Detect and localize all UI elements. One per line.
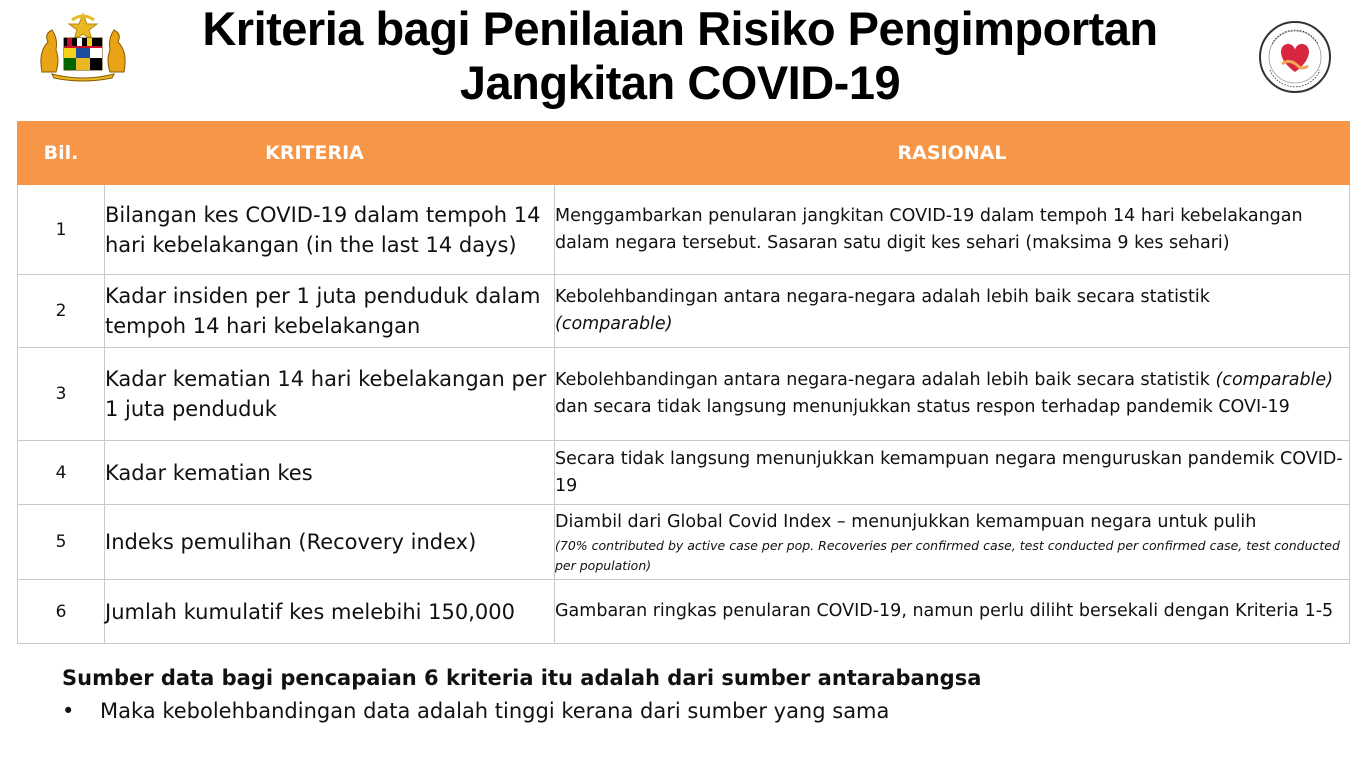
page-title [120, 2, 1240, 110]
criteria-table [17, 121, 1350, 644]
table-row [18, 185, 1350, 275]
footer-bullet-item [62, 694, 981, 728]
row-rasional: Gambaran ringkas penularan COVID-19, namun perlu diliht bersekali dengan Kriteria 1-5 [555, 580, 1350, 644]
row-number: 5 [18, 505, 105, 580]
table-header-row [18, 122, 1350, 185]
table-row [18, 580, 1350, 644]
header-kriteria: KRITERIA [105, 122, 555, 185]
row-kriteria: Indeks pemulihan (Recovery index) [105, 505, 555, 580]
table-row [18, 348, 1350, 441]
table-row [18, 505, 1350, 580]
coat-of-arms-logo [34, 12, 132, 82]
row-rasional: Secara tidak langsung menunjukkan kemampuan negara menguruskan pandemik COVID-19 [555, 441, 1350, 505]
row-kriteria: Kadar insiden per 1 juta penduduk dalam tempoh 14 hari kebelakangan [105, 275, 555, 348]
row-rasional [555, 348, 1350, 441]
rasional-text: Kebolehbandingan antara negara-negara adalah lebih baik secara statistik [555, 287, 1210, 307]
footer-notes [62, 662, 981, 728]
header-rasional: RASIONAL [555, 122, 1350, 185]
row-rasional [555, 275, 1350, 348]
row-kriteria: Bilangan kes COVID-19 dalam tempoh 14 hari kebelakangan (in the last 14 days) [105, 185, 555, 275]
bullet-icon: • [62, 699, 75, 723]
row-number: 4 [18, 441, 105, 505]
row-kriteria: Kadar kematian kes [105, 441, 555, 505]
rasional-text: Kebolehbandingan antara negara-negara adalah lebih baik secara statistik [555, 370, 1210, 390]
rasional-note: (70% contributed by active case per pop. Recoveries per confirmed case, test conducted per confirmed case, test conducted per population) [555, 537, 1340, 573]
title-line-2: Jangkitan COVID-19 [459, 56, 901, 109]
header-bil: Bil. [18, 122, 105, 185]
row-number: 2 [18, 275, 105, 348]
row-number: 3 [18, 348, 105, 441]
row-number: 6 [18, 580, 105, 644]
row-rasional: Menggambarkan penularan jangkitan COVID-19 dalam tempoh 14 hari kebelakangan dalam negara tersebut. Sasaran satu digit kes sehari (maksima 9 kes sehari) [555, 185, 1350, 275]
table-row [18, 441, 1350, 505]
table-row [18, 275, 1350, 348]
kkm-logo [1258, 20, 1332, 94]
rasional-italic: (comparable) [555, 314, 673, 334]
footer-bullet-text: Maka kebolehbandingan data adalah tinggi kerana dari sumber yang sama [100, 699, 890, 723]
rasional-italic: (comparable) [1215, 370, 1334, 390]
rasional-tail: dan secara tidak langsung menunjukkan status respon terhadap pandemik COVI-19 [555, 397, 1290, 417]
row-kriteria: Kadar kematian 14 hari kebelakangan per 1 juta penduduk [105, 348, 555, 441]
row-number: 1 [18, 185, 105, 275]
rasional-text: Diambil dari Global Covid Index – menunjukkan kemampuan negara untuk pulih [555, 511, 1257, 532]
footer-heading: Sumber data bagi pencapaian 6 kriteria itu adalah dari sumber antarabangsa [62, 666, 982, 690]
row-rasional [555, 505, 1350, 580]
row-kriteria: Jumlah kumulatif kes melebihi 150,000 [105, 580, 555, 644]
title-line-1: Kriteria bagi Penilaian Risiko Pengimportan [202, 2, 1158, 55]
